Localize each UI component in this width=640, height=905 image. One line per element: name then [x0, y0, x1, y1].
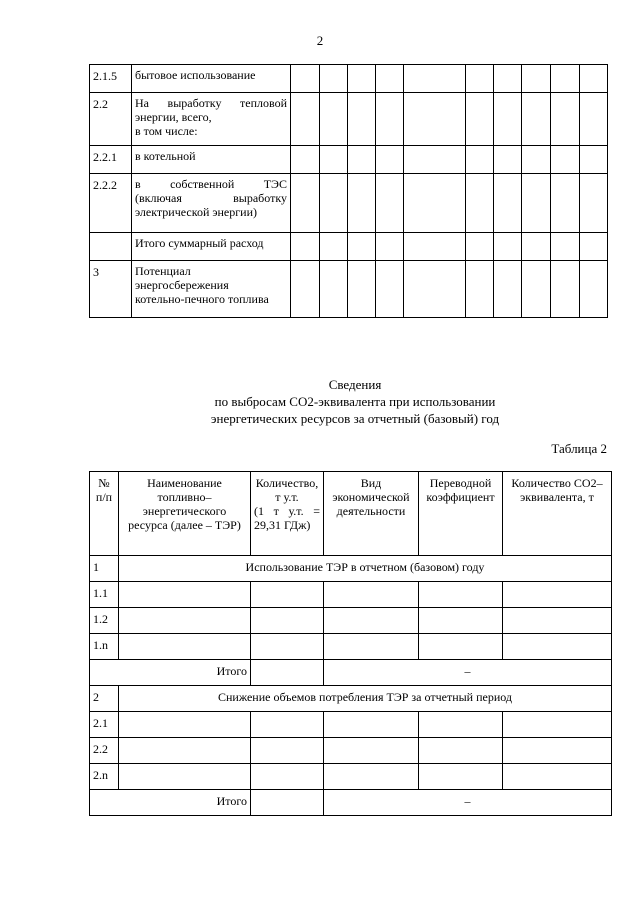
total-row: [90, 660, 612, 686]
row-description: [132, 174, 291, 233]
value-cell[interactable]: [119, 608, 251, 634]
row-description: [132, 261, 291, 318]
value-cell[interactable]: [291, 233, 320, 261]
value-cell[interactable]: [494, 65, 522, 93]
header-activity: [324, 472, 419, 556]
header-line: Количество,: [255, 476, 319, 490]
value-cell[interactable]: [119, 634, 251, 660]
header-line: п/п: [95, 490, 113, 504]
table2-header-row: [90, 472, 612, 556]
description-line: котельно-печного топлива: [135, 292, 269, 306]
total-dash: –: [324, 790, 612, 816]
row-number: 2.2.2: [90, 174, 132, 233]
section-subtitle-line1: по выбросам СО2-эквивалента при использовании: [214, 394, 496, 409]
value-cell[interactable]: [320, 233, 348, 261]
value-cell[interactable]: [376, 261, 404, 318]
value-cell[interactable]: [324, 764, 419, 790]
value-cell[interactable]: [320, 146, 348, 174]
header-line: Количество СО2–: [511, 476, 603, 490]
table2-row: [90, 738, 612, 764]
description-line: в котельной: [135, 149, 196, 163]
value-cell[interactable]: [419, 712, 503, 738]
table1-row: [90, 65, 608, 93]
value-cell[interactable]: [494, 146, 522, 174]
description-line: Итого суммарный расход: [135, 236, 264, 250]
value-cell[interactable]: [348, 65, 376, 93]
section1-title-row: [90, 556, 612, 582]
total-quantity-cell[interactable]: [251, 790, 324, 816]
header-line: экономической: [332, 490, 410, 504]
header-line: Переводной: [429, 476, 492, 490]
value-cell[interactable]: [251, 764, 324, 790]
value-cell[interactable]: [376, 146, 404, 174]
value-cell[interactable]: [522, 233, 551, 261]
value-cell[interactable]: [580, 65, 608, 93]
total-quantity-cell[interactable]: [251, 660, 324, 686]
row-number: [90, 233, 132, 261]
value-cell[interactable]: [522, 261, 551, 318]
value-cell[interactable]: [119, 738, 251, 764]
value-cell[interactable]: [320, 261, 348, 318]
value-cell[interactable]: [324, 608, 419, 634]
value-cell[interactable]: [522, 146, 551, 174]
value-cell[interactable]: [324, 738, 419, 764]
value-cell[interactable]: [551, 65, 580, 93]
value-cell[interactable]: [522, 174, 551, 233]
value-cell[interactable]: [251, 738, 324, 764]
description-line: энергосбережения: [135, 278, 229, 292]
description-line: электрической энергии): [135, 205, 258, 219]
row-number: 1.1: [90, 582, 119, 608]
header-co2: [503, 472, 612, 556]
value-cell[interactable]: [324, 582, 419, 608]
table2-row: [90, 582, 612, 608]
value-cell[interactable]: [376, 65, 404, 93]
value-cell[interactable]: [580, 146, 608, 174]
value-cell[interactable]: [551, 93, 580, 146]
value-cell[interactable]: [404, 65, 466, 93]
value-cell[interactable]: [466, 261, 494, 318]
value-cell[interactable]: [376, 93, 404, 146]
row-number: 3: [90, 261, 132, 318]
value-cell[interactable]: [404, 233, 466, 261]
header-number: [90, 472, 119, 556]
value-cell[interactable]: [419, 634, 503, 660]
value-cell[interactable]: [580, 174, 608, 233]
value-cell[interactable]: [376, 233, 404, 261]
section-title: Использование ТЭР в отчетном (базовом) году: [119, 556, 612, 582]
energy-consumption-table: [89, 64, 608, 318]
value-cell[interactable]: [503, 764, 612, 790]
header-quantity: [251, 472, 324, 556]
row-description: [132, 93, 291, 146]
header-line: топливно–: [157, 490, 212, 504]
row-number: 2.2: [90, 738, 119, 764]
section2-title-row: [90, 686, 612, 712]
value-cell[interactable]: [551, 261, 580, 318]
value-cell[interactable]: [580, 261, 608, 318]
value-cell[interactable]: [320, 174, 348, 233]
value-cell[interactable]: [404, 174, 466, 233]
row-number: 1.2: [90, 608, 119, 634]
row-number: 2.1.5: [90, 65, 132, 93]
value-cell[interactable]: [419, 608, 503, 634]
value-cell[interactable]: [348, 174, 376, 233]
total-label: Итого: [90, 660, 251, 686]
value-cell[interactable]: [320, 65, 348, 93]
header-line: ресурса (далее – ТЭР): [128, 518, 241, 532]
value-cell[interactable]: [291, 261, 320, 318]
value-cell[interactable]: [119, 764, 251, 790]
header-line: энергетического: [142, 504, 227, 518]
total-dash: –: [324, 660, 612, 686]
header-line: Вид: [360, 476, 382, 490]
description-line: в том числе:: [135, 124, 198, 138]
value-cell[interactable]: [324, 712, 419, 738]
value-cell[interactable]: [291, 65, 320, 93]
value-cell[interactable]: [466, 233, 494, 261]
value-cell[interactable]: [522, 93, 551, 146]
description-line: энергии, всего,: [135, 110, 212, 124]
table2-row: [90, 764, 612, 790]
section-number: 1: [90, 556, 119, 582]
description-line: (включая выработку: [135, 191, 287, 205]
header-line: №: [98, 476, 110, 490]
section-subtitle-line2: энергетических ресурсов за отчетный (базовый) год: [210, 411, 500, 426]
header-line: т у.т.: [275, 490, 299, 504]
value-cell[interactable]: [419, 582, 503, 608]
value-cell[interactable]: [466, 65, 494, 93]
section-title: Сведения: [328, 377, 382, 392]
table1-row: [90, 93, 608, 146]
table1-row: [90, 261, 608, 318]
table2-row: [90, 608, 612, 634]
value-cell[interactable]: [419, 764, 503, 790]
description-line: На выработку тепловой: [135, 96, 287, 110]
row-number: 2.1: [90, 712, 119, 738]
value-cell[interactable]: [551, 233, 580, 261]
total-label: Итого: [90, 790, 251, 816]
header-line: 29,31 ГДж): [254, 518, 311, 532]
row-number: 2.2.1: [90, 146, 132, 174]
value-cell[interactable]: [320, 93, 348, 146]
value-cell[interactable]: [551, 174, 580, 233]
header-resource-name: [119, 472, 251, 556]
page-number: 2: [316, 33, 324, 48]
description-line: в собственной ТЭС: [135, 177, 287, 191]
value-cell[interactable]: [376, 174, 404, 233]
row-description: [132, 65, 291, 93]
value-cell[interactable]: [324, 634, 419, 660]
value-cell[interactable]: [466, 174, 494, 233]
value-cell[interactable]: [466, 93, 494, 146]
table1-row: [90, 146, 608, 174]
value-cell[interactable]: [503, 738, 612, 764]
header-line: эквивалента, т: [520, 490, 594, 504]
value-cell[interactable]: [522, 65, 551, 93]
value-cell[interactable]: [466, 146, 494, 174]
value-cell[interactable]: [348, 93, 376, 146]
value-cell[interactable]: [119, 582, 251, 608]
value-cell[interactable]: [291, 93, 320, 146]
value-cell[interactable]: [503, 582, 612, 608]
table1-row: [90, 174, 608, 233]
table2-row: [90, 634, 612, 660]
value-cell[interactable]: [291, 146, 320, 174]
section-title: Снижение объемов потребления ТЭР за отчетный период: [119, 686, 612, 712]
header-line: коэффициент: [426, 490, 495, 504]
table-label: Таблица 2: [551, 441, 607, 456]
value-cell[interactable]: [404, 93, 466, 146]
value-cell[interactable]: [494, 174, 522, 233]
value-cell[interactable]: [291, 174, 320, 233]
row-description: [132, 146, 291, 174]
value-cell[interactable]: [580, 233, 608, 261]
value-cell[interactable]: [404, 146, 466, 174]
row-description: [132, 233, 291, 261]
value-cell[interactable]: [551, 146, 580, 174]
value-cell[interactable]: [119, 712, 251, 738]
value-cell[interactable]: [503, 712, 612, 738]
value-cell[interactable]: [251, 582, 324, 608]
value-cell[interactable]: [494, 233, 522, 261]
header-line: Наименование: [147, 476, 222, 490]
value-cell[interactable]: [251, 608, 324, 634]
value-cell[interactable]: [503, 634, 612, 660]
value-cell[interactable]: [580, 93, 608, 146]
value-cell[interactable]: [494, 93, 522, 146]
value-cell[interactable]: [494, 261, 522, 318]
header-coefficient: [419, 472, 503, 556]
value-cell[interactable]: [419, 738, 503, 764]
value-cell[interactable]: [348, 261, 376, 318]
value-cell[interactable]: [251, 634, 324, 660]
row-number: 2.2: [90, 93, 132, 146]
value-cell[interactable]: [404, 261, 466, 318]
total-row: [90, 790, 612, 816]
table1-row: [90, 233, 608, 261]
header-line: деятельности: [336, 504, 406, 518]
table2-row: [90, 712, 612, 738]
header-line: (1 т у.т. =: [254, 504, 320, 518]
co2-emissions-table: [89, 471, 612, 816]
row-number: 1.n: [90, 634, 119, 660]
description-line: Потенциал: [135, 264, 191, 278]
row-number: 2.n: [90, 764, 119, 790]
value-cell[interactable]: [348, 233, 376, 261]
description-line: бытовое использование: [135, 68, 256, 82]
value-cell[interactable]: [503, 608, 612, 634]
section-number: 2: [90, 686, 119, 712]
value-cell[interactable]: [251, 712, 324, 738]
value-cell[interactable]: [348, 146, 376, 174]
